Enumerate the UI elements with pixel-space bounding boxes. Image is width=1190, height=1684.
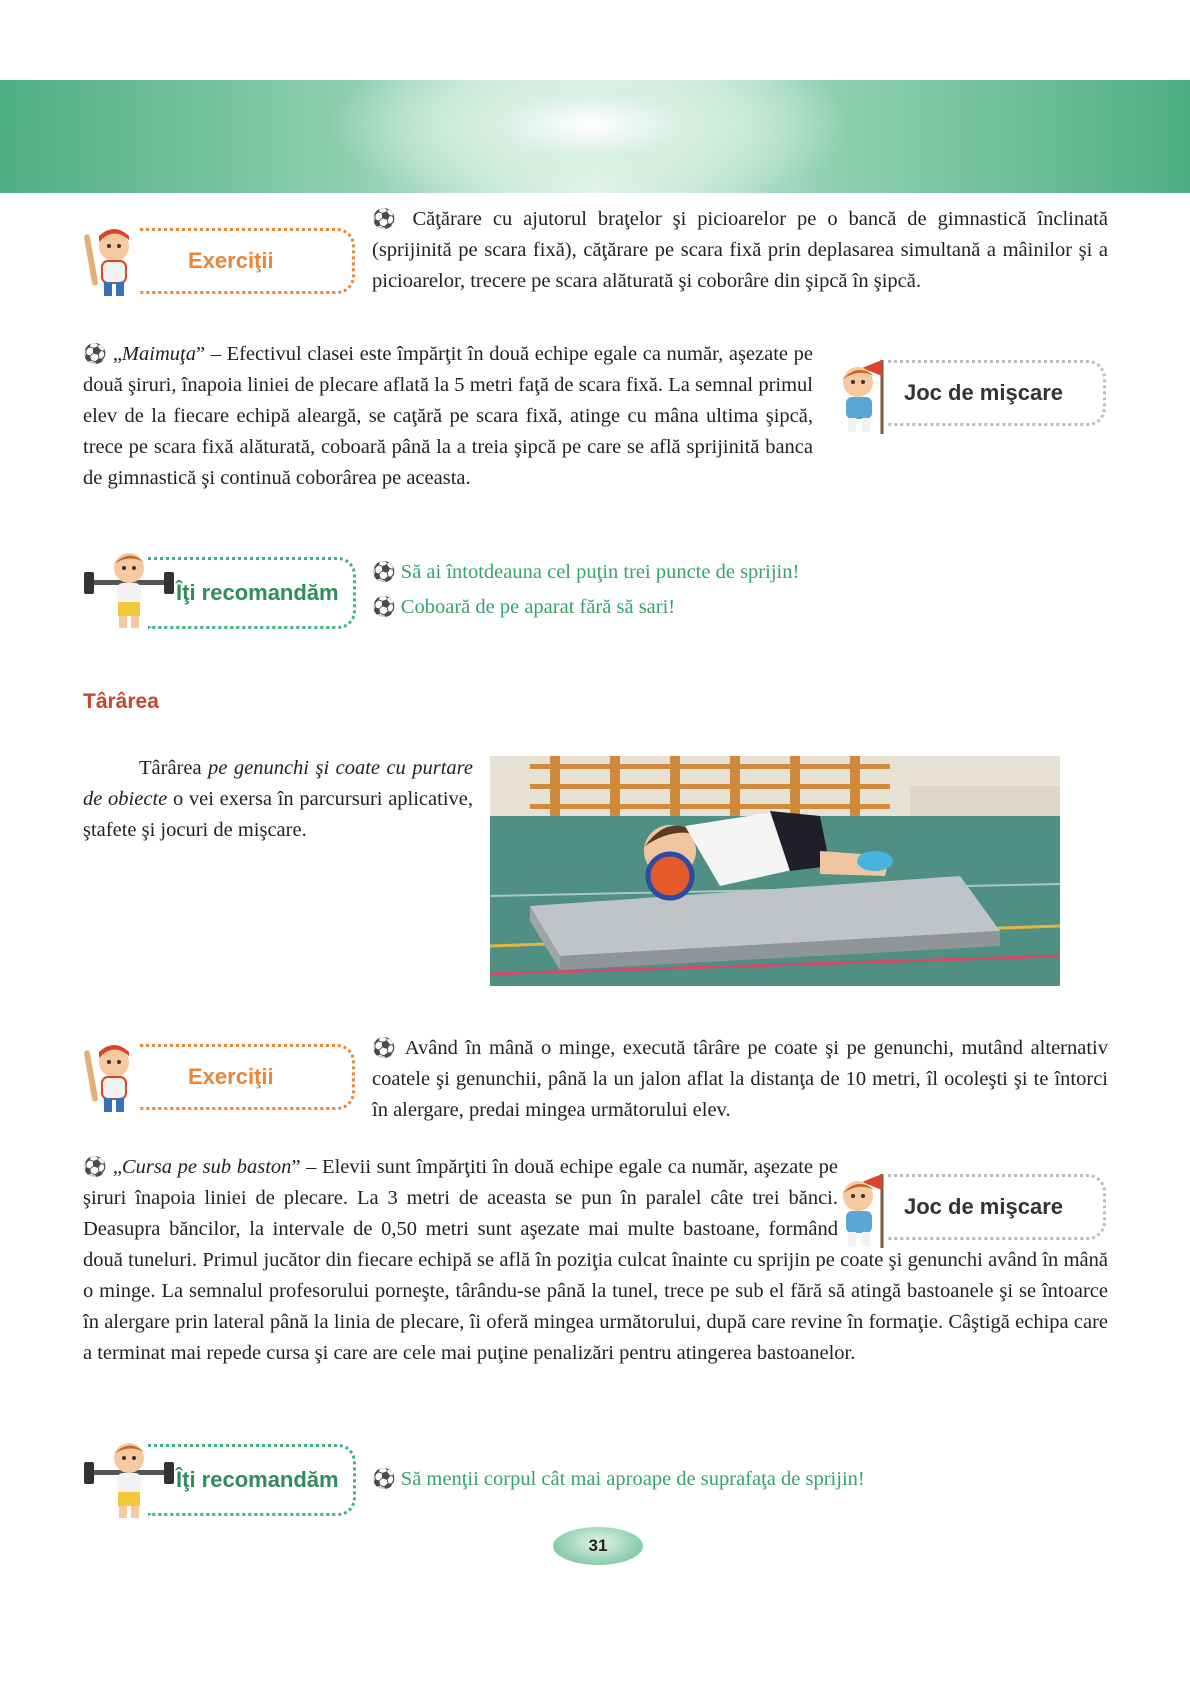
- game-title-maimuta: Maimuţa: [121, 343, 196, 365]
- exercitii-badge: [140, 1044, 355, 1110]
- game-text-cursa: – Elevii sunt împărţiti în două echipe egale ca număr, aşezate pe şiruri înapoia liniei de plecare. La 3 metri de aceasta se pun în paralel câte trei bănci. Deasupra băncilor, la intervale de 0,50 metri sunt aşezate mai multe bastoane, formând două tuneluri. Primul jucător din fiecare echipă se află în poziţia culcat înainte cu sprijin pe coate şi genunchi având în mână o minge. La semnalul profesorului porneşte, târându-se până la tunel, trece pe sub el fără să atingă bastoanele şi se întoarce în alergare prin lateral până la linia de plecare, îi oferă mingea următorului, după care revine în formaţie. Câştigă echipa care a terminat mai repede cursa şi care are cele mai puţine penalizări pentru atingerea bastoanelor.: [83, 1156, 1108, 1364]
- exercitii-badge: [140, 228, 355, 294]
- recommendation-list-2: [372, 1464, 1092, 1495]
- kid-flag-icon: [832, 356, 894, 438]
- game-title-cursa: Cursa pe sub baston: [121, 1156, 292, 1178]
- page-number: 31: [553, 1527, 643, 1565]
- soccer-ball-icon: ⚽: [372, 1468, 396, 1490]
- kid-baseball-icon: [82, 1042, 140, 1116]
- game-paragraph-maimuta: ⚽ „Maimuţa” – Efectivul clasei este împărţit în două echipe egale ca număr, aşezate pe două şiruri, înapoia liniei de plecare aflată la 5 metri faţă de scara fixă. La semnal primul elev de la fiecare echipă aleargă, se caţără pe scara fixă, atinge cu mâna ultima şipcă, trece pe scara fixă alăturată, coboară până la a treia şipcă pe care se află sprijinită banca de gimnastică şi continuă coborârea pe aceasta.: [83, 343, 813, 489]
- exercise-paragraph-1: [372, 204, 1108, 297]
- soccer-ball-icon: ⚽: [372, 596, 396, 618]
- exercise-text-1: Căţărare cu ajutorul braţelor şi picioarelor pe o bancă de gimnastică înclinată (sprijinită pe scara fixă), căţărare pe scara fixă prin deplasarea simultană a mâinilor şi a picioarelor, trecere pe scara alăturată şi coborâre din şipcă în şipcă.: [372, 208, 1108, 292]
- game-paragraph-cursa-text: ⚽ „Cursa pe sub baston” – Elevii sunt împărţiti în două echipe egale ca număr, aşezate pe şiruri înapoia liniei de plecare. La 3 metri de aceasta se pun în paralel câte trei bănci. Deasupra băncilor, la intervale de 0,50 metri sunt aşezate mai multe bastoane, formând două tuneluri. Primul jucător din fiecare echipă se află în poziţia culcat înainte cu sprijin pe coate şi genunchi având în mână o minge. La semnalul profesorului porneşte, târându-se până la tunel, trece pe sub el fără să atingă bastoanele şi se întoarce în alergare prin lateral până la linia de plecare, îi oferă mingea următorului, după care revine în formaţie. Câştigă echipa care a terminat mai repede cursa şi care are cele mai puţine penalizări pentru atingerea bastoanelor.: [83, 1156, 1108, 1364]
- exercitii-badge-label: Exerciţii: [188, 248, 274, 273]
- iti-recomandam-badge: [148, 1444, 356, 1516]
- recommendation-item: ⚽ Coboară de pe aparat fără să sari!: [372, 596, 676, 618]
- soccer-ball-icon: ⚽: [372, 1037, 399, 1059]
- kid-baseball-icon: [82, 226, 140, 300]
- iti-recomandam-badge: [148, 557, 356, 629]
- exercise-text-2: Având în mână o minge, execută târâre pe coate şi pe genunchi, mutând alternativ coatele şi genunchii, până la un jalon aflat la distanţa de 10 metri, îl ocoleşti şi te întorci în alergare, predai mingea următorului elev.: [372, 1037, 1108, 1121]
- joc-de-miscare-label: Joc de mişcare: [904, 380, 1063, 405]
- soccer-ball-icon: ⚽: [83, 343, 108, 365]
- crawling-child-photo: [490, 756, 1060, 986]
- soccer-ball-icon: ⚽: [372, 208, 402, 230]
- iti-recomandam-label: Îţi recomandăm: [176, 1467, 339, 1492]
- soccer-ball-icon: ⚽: [83, 1156, 108, 1178]
- header-band: [0, 80, 1190, 193]
- game-text-maimuta: – Efectivul clasei este împărţit în două echipe egale ca număr, aşezate pe două şiruri, înapoia liniei de plecare aflată la 5 metri faţă de scara fixă. La semnal primul elev de la fiecare echipă aleargă, se caţără pe scara fixă, atinge cu mâna ultima şipcă, trece pe scara fixă alăturată, coboară până la a treia şipcă pe care se află sprijinită banca de gimnastică şi continuă coborârea pe aceasta.: [83, 343, 813, 489]
- recommendation-item: ⚽ Să ai întotdeauna cel puţin trei puncte de sprijin!: [372, 561, 800, 583]
- section-heading-tarare: Târârea: [83, 690, 159, 713]
- soccer-ball-icon: ⚽: [372, 561, 396, 583]
- joc-de-miscare-badge: [888, 360, 1106, 426]
- game-paragraph-cursa: [83, 1152, 1108, 1369]
- recommendation-item: ⚽ Să menţii corpul cât mai aproape de suprafaţa de sprijin!: [372, 1468, 865, 1490]
- badge-float-spacer: [838, 1152, 1108, 1244]
- exercise-paragraph-2: [372, 1033, 1108, 1126]
- iti-recomandam-label: Îţi recomandăm: [176, 580, 339, 605]
- tarare-paragraph: Târârea pe genunchi şi coate cu purtare de obiecte o vei exersa în parcursuri aplicative, ştafete şi jocuri de mişcare.: [83, 757, 473, 841]
- exercitii-badge-label: Exerciţii: [188, 1064, 274, 1089]
- joc-de-miscare-label: Joc de mişcare: [904, 1194, 1063, 1219]
- recommendation-list-1: [372, 557, 1072, 623]
